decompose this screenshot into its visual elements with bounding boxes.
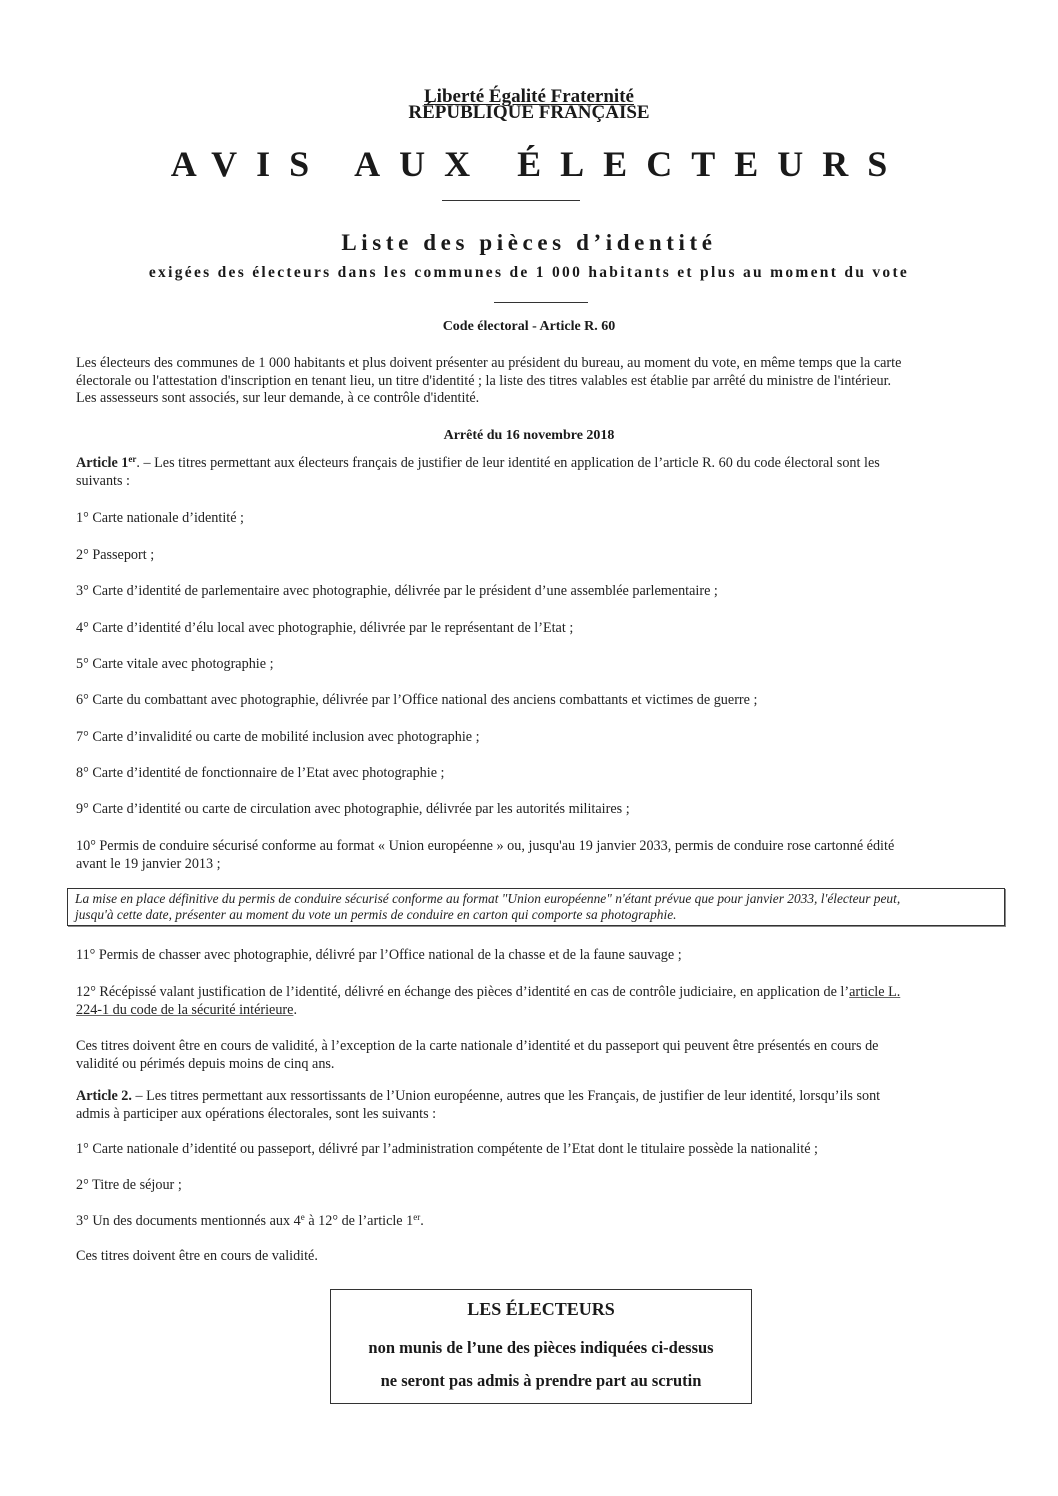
republic-name: RÉPUBLIQUE FRANÇAISE bbox=[408, 102, 650, 123]
list-item-12: 12° Récépissé valant justification de l’identité, délivré en échange des pièces d’identité en cas de contrôle judiciaire, en application de l’article L. 224-1 du code de la sécurité intérieure. bbox=[76, 984, 901, 1018]
list-item-10: 10° Permis de conduire sécurisé conforme au format « Union européenne » ou, jusqu'au 19 janvier 2033, permis de conduire rose cartonné édité avant le 19 janvier 2013 ; bbox=[76, 838, 895, 872]
driving-license-note: La mise en place définitive du permis de conduire sécurisé conforme au format "Union européenne" n'étant prévue que pour janvier 2033, l'électeur peut, jusqu'à cette date, présenter au moment du vote un permis de conduire en carton qui comporte sa photographie. bbox=[67, 888, 1005, 926]
code-text bbox=[76, 355, 1006, 408]
list-item-11: 11° Permis de chasser avec photographie, délivré par l’Office national de la chasse et de la faune sauvage ; bbox=[76, 947, 682, 963]
list-item: 7° Carte d’invalidité ou carte de mobilité inclusion avec photographie ; bbox=[76, 729, 480, 745]
article2-intro: Article 2. – Les titres permettant aux ressortissants de l’Union européenne, autres que les Français, de justifier de leur identité, lorsqu’ils sont admis à participer aux opérations électorales, sont les suivants : bbox=[76, 1088, 881, 1122]
page-title: AVIS AUX ÉLECTEURS bbox=[170, 144, 907, 184]
article2-item: 3° Un des documents mentionnés aux 4e à 12° de l’article 1er. bbox=[76, 1212, 424, 1229]
code-heading: Code électoral - Article R. 60 bbox=[442, 319, 616, 334]
article2-item: 2° Titre de séjour ; bbox=[76, 1177, 182, 1193]
final-notice-line: non munis de l’une des pièces indiquées ci-dessus bbox=[368, 1338, 714, 1357]
final-notice-heading: LES ÉLECTEURS bbox=[467, 1299, 615, 1319]
list-item: 6° Carte du combattant avec photographie, délivrée par l’Office national des anciens combattants et victimes de guerre ; bbox=[76, 692, 758, 708]
list-item: 9° Carte d’identité ou carte de circulation avec photographie, délivrée par les autorités militaires ; bbox=[76, 801, 630, 817]
list-item: 5° Carte vitale avec photographie ; bbox=[76, 656, 274, 672]
arrete-heading: Arrêté du 16 novembre 2018 bbox=[443, 428, 615, 443]
article1-label: Article 1er bbox=[76, 454, 137, 471]
article2-validity: Ces titres doivent être en cours de validité. bbox=[76, 1248, 318, 1264]
final-notice-line: ne seront pas admis à prendre part au scrutin bbox=[380, 1371, 702, 1390]
article1-validity: Ces titres doivent être en cours de validité, à l’exception de la carte nationale d’identité et du passeport qui peuvent être présentés en cours de validité ou périmés depuis moins de cinq ans. bbox=[76, 1038, 879, 1072]
article2-label: Article 2. bbox=[76, 1088, 132, 1104]
subtitle: Liste des pièces d’identité bbox=[341, 230, 717, 255]
code-text-line: Les électeurs des communes de 1 000 habitants et plus doivent présenter au président du bureau, au moment du vote, en même temps que la carte bbox=[76, 355, 902, 371]
article1-intro: Article 1er. – Les titres permettant aux électeurs français de justifier de leur identité en application de l’article R. 60 du code électoral sont les suivants : bbox=[76, 454, 880, 489]
list-item: 3° Carte d’identité de parlementaire avec photographie, délivrée par le président d’une assemblée parlementaire ; bbox=[76, 583, 718, 599]
code-text-line: électorale ou l'attestation d'inscription en tenant lieu, un titre d'identité ; la liste des titres valables est établie par arrêté du ministre de l'intérieur. bbox=[76, 372, 892, 389]
list-item: 1° Carte nationale d’identité ; bbox=[76, 510, 244, 526]
final-notice-box bbox=[330, 1289, 752, 1404]
article-l224-link[interactable]: 224-1 du code de la sécurité intérieure bbox=[76, 1001, 294, 1018]
article2-item: 1° Carte nationale d’identité ou passeport, délivré par l’administration compétente de l’Etat dont le titulaire possède la nationalité ; bbox=[76, 1141, 819, 1157]
list-item: 2° Passeport ; bbox=[76, 547, 155, 563]
list-item: 4° Carte d’identité d’élu local avec photographie, délivrée par le représentant de l’Etat ; bbox=[76, 620, 574, 636]
subtitle-divider bbox=[494, 302, 588, 303]
code-text-line: Les assesseurs sont associés, sur leur demande, à ce contrôle d'identité. bbox=[76, 390, 480, 406]
subtitle-detail: exigées des électeurs dans les communes de 1 000 habitants et plus au moment du vote bbox=[148, 264, 910, 281]
list-item: 8° Carte d’identité de fonctionnaire de l’Etat avec photographie ; bbox=[76, 765, 445, 781]
motto-text: Liberté Égalité Fraternité bbox=[424, 86, 634, 107]
title-divider bbox=[442, 200, 580, 201]
article-l224-link[interactable]: article L. bbox=[849, 984, 901, 1000]
